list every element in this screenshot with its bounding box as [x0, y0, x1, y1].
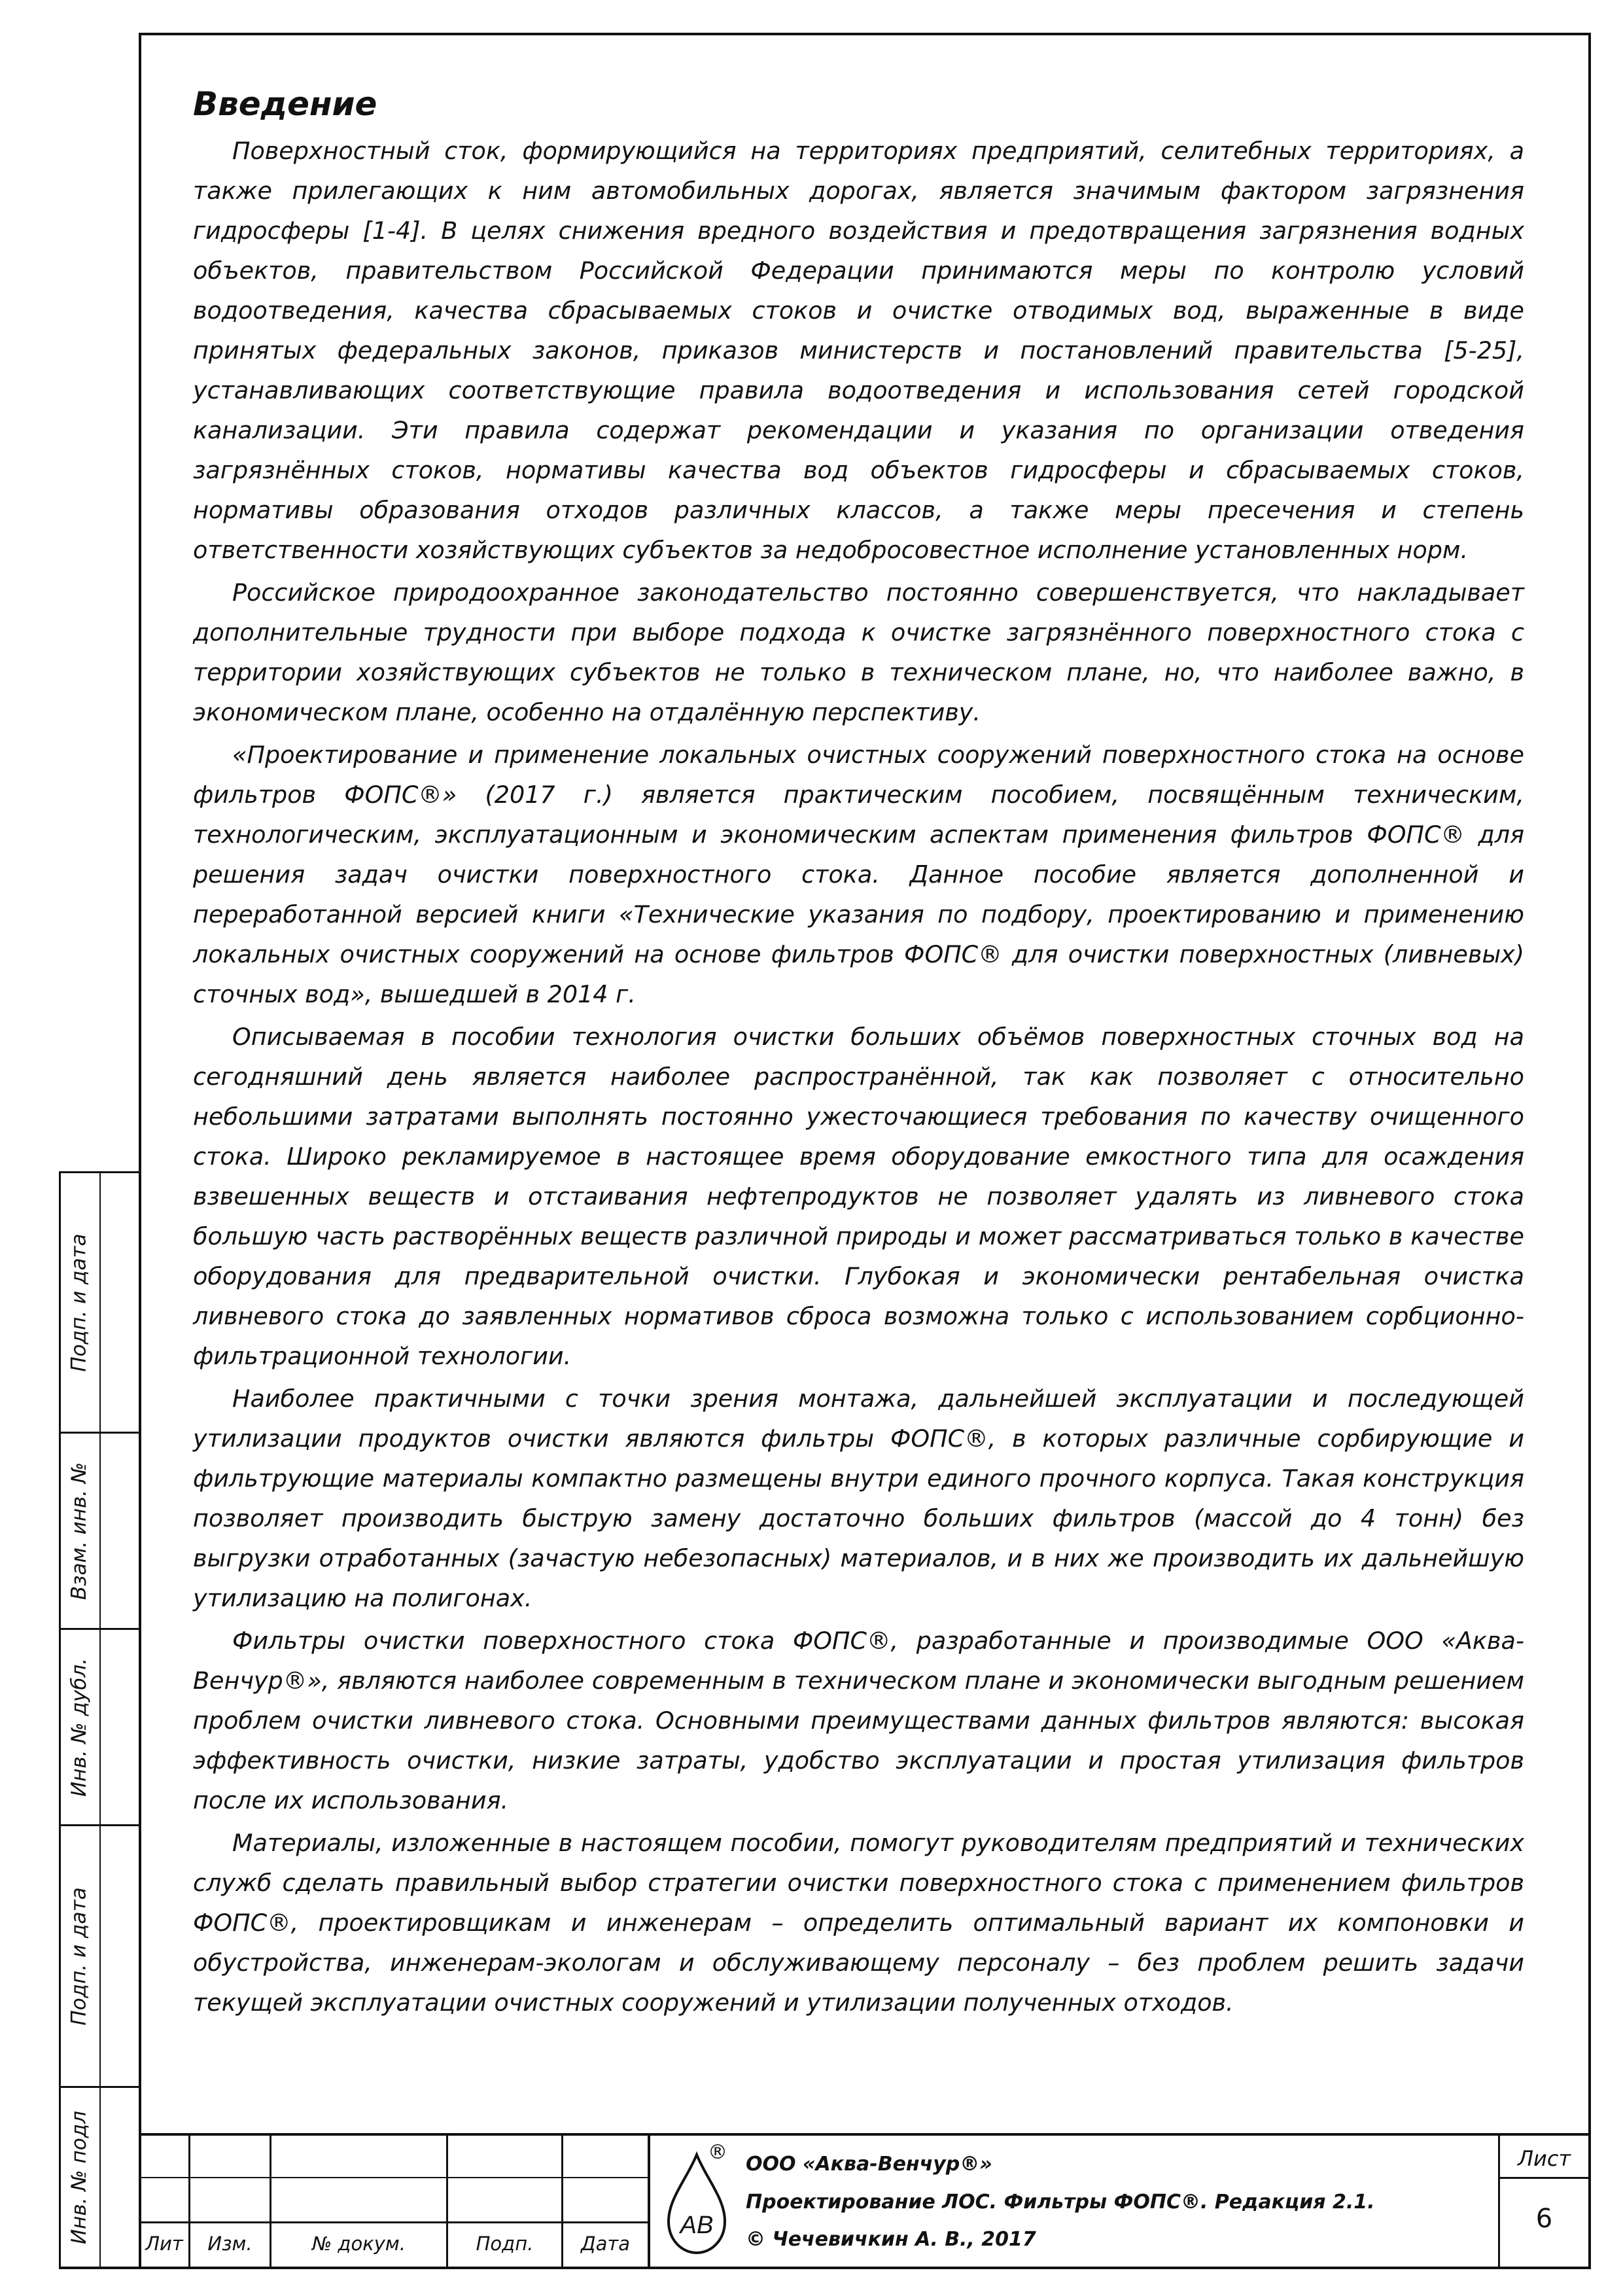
side-stamp-label: Взам. инв. № — [67, 1462, 92, 1600]
side-stamp-label: Инв. № дубл. — [67, 1657, 92, 1797]
section-title: Введение — [193, 85, 377, 123]
paragraph: «Проектирование и применение локальных очистных сооружений поверхностного стока на основе фильтров ФОПС®» (2017 г.) является практическим пособием, посвящённым техническим, технологическим, эксплуатационным и экономическим аспектам применения фильтров ФОПС® для решения задач очистки поверхностного стока. Данное пособие является дополненной и переработанной версией книги «Технические указания по подбору, проектированию и применению локальных очистных сооружений на основе фильтров ФОПС® для очистки поверхностных (ливневых) сточных вод», вышедшей в 2014 г. — [193, 741, 1524, 1008]
paragraph: Поверхностный сток, формирующийся на территориях предприятий, селитебных территориях, а также прилегающих к ним автомобильных дорогах, является значимым фактором загрязнения гидросферы [1-4]. В целях снижения вредного воздействия и предотвращения загрязнения водных объектов, правительством Российской Федерации принимаются меры по контролю условий водоотведения, качества сбрасываемых стоков и очистке отводимых вод, выраженные в виде принятых федеральных законов, приказов министерств и постановлений правительства [5-25], устанавливающих соответствующие правила водоотведения и использования сетей городской канализации. Эти правила содержат рекомендации и указания по организации отведения загрязнённых стоков, нормативы качества вод объектов гидросферы и сбрасываемых стоков, нормативы образования отходов различных классов, а также меры пресечения и степень ответственности хозяйствующих субъектов за недобросовестное исполнение установленных норм. — [193, 137, 1524, 564]
organization-line: ООО «Аква-Венчур®» — [746, 2153, 992, 2176]
stamp-col-izm: Изм. — [207, 2233, 253, 2255]
paragraph: Наиболее практичными с точки зрения монтажа, дальнейшей эксплуатации и последующей утилизации продуктов очистки являются фильтры ФОПС®, в которых различные сорбирующие и фильтрующие материалы компактно размещены внутри единого прочного корпуса. Такая конструкция позволяет производить быструю замену достаточно больших фильтров (массой до 4 тонн) без выгрузки отработанных (зачастую небезопасных) материалов, и в них же производить их дальнейшую утилизацию на полигонах. — [193, 1385, 1524, 1612]
logo-text: АВ — [680, 2212, 714, 2239]
paragraph: Описываемая в пособии технология очистки больших объёмов поверхностных сточных вод на сегодняшний день является наиболее распространённой, так как позволяет с относительно небольшими затратами выполнять постоянно ужесточающиеся требования по качеству очищенного стока. Широко рекламируемое в настоящее время оборудование емкостного типа для осаждения взвешенных веществ и отстаивания нефтепродуктов не позволяет удалять из ливневого стока большую часть растворённых веществ различной природы и может рассматриваться только в качестве оборудования для предварительной очистки. Глубокая и экономически рентабельная очистка ливневого стока до заявленных нормативов сброса возможна только с использованием сорбционно-фильтрационной технологии. — [193, 1023, 1524, 1370]
frame-top — [139, 33, 1591, 35]
side-stamp-label: Инв. № подл — [67, 2110, 92, 2245]
side-stamp-replacement-inv — [59, 1434, 139, 1628]
paragraph: Фильтры очистки поверхностного стока ФОПС®, разработанные и производимые ООО «Аква-Венчур®», являются наиболее современным в техническом плане и экономически выгодным решением проблем очистки ливневого стока. Основными преимуществами данных фильтров являются: высокая эффективность очистки, низкие затраты, удобство эксплуатации и простая утилизация фильтров после их использования. — [193, 1627, 1524, 1814]
document-line: Проектирование ЛОС. Фильтры ФОПС®. Редакция 2.1. — [746, 2191, 1375, 2214]
title-block-col-5 — [648, 2133, 650, 2269]
aqua-venchur-logo — [661, 2149, 733, 2261]
side-stamp-label: Подп. и дата — [67, 1233, 91, 1372]
side-stamp-signature-date-1 — [59, 1173, 139, 1432]
paragraph: Материалы, изложенные в настоящем пособии, помогут руководителям предприятий и технических служб сделать правильный выбор стратегии очистки поверхностного стока с применением фильтров ФОПС®, проектировщикам и инженерам – определить оптимальный вариант их компоновки и обустройства, инженерам-экологам и обслуживающему персоналу – без проблем решить задачи текущей эксплуатации очистных сооружений и утилизации полученных отходов. — [193, 1829, 1524, 2017]
document-body — [193, 85, 1524, 2025]
title-block-row-1 — [139, 2177, 649, 2178]
stamp-col-signature: Подп. — [476, 2233, 534, 2255]
frame-left — [139, 33, 141, 2269]
stamp-col-date: Дата — [580, 2233, 631, 2255]
side-stamp-label: Подп. и дата — [67, 1886, 91, 2026]
title-block-sheet-sep — [1498, 2177, 1591, 2179]
side-stamp-duplicate-inv — [59, 1630, 139, 1824]
title-block-row-2 — [139, 2221, 649, 2223]
side-stamp-signature-date-2 — [59, 1826, 139, 2086]
sheet-label: Лист — [1517, 2146, 1571, 2171]
title-block-top — [139, 2133, 1591, 2136]
sheet-number: 6 — [1535, 2204, 1553, 2234]
copyright-line: © Чечевичкин А. В., 2017 — [746, 2228, 1036, 2251]
logo-registered-mark: ® — [708, 2141, 727, 2164]
stamp-col-doc-number: № докум. — [312, 2233, 406, 2255]
stamp-col-lit: Лит — [145, 2233, 183, 2255]
frame-right — [1588, 33, 1591, 2269]
paragraph: Российское природоохранное законодательство постоянно совершенствуется, что накладывает дополнительные трудности при выборе подхода к очистке загрязнённого поверхностного стока с территории хозяйствующих субъектов не только в техническом плане, но, что наиболее важно, в экономическом плане, особенно на отдалённую перспективу. — [193, 578, 1524, 726]
frame-bottom — [59, 2267, 1591, 2269]
side-stamp-original-inv — [59, 2088, 139, 2267]
